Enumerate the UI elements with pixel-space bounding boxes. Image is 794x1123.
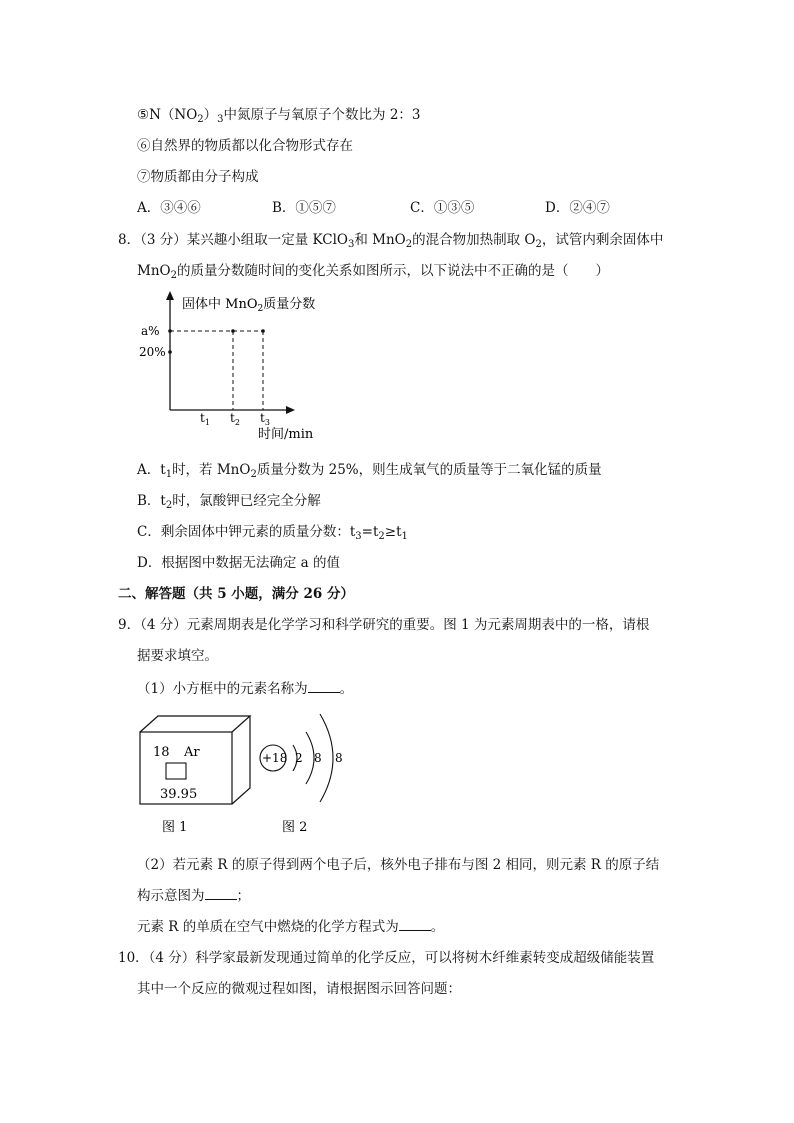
q8-option-b	[137, 489, 321, 511]
tick-t2: $t_2$	[230, 411, 240, 427]
element-cell-top	[140, 716, 250, 732]
q10-line2: 其中一个反应的微观过程如图，请根据图示回答问题：	[137, 981, 461, 997]
q8-optc-s2: 2	[378, 531, 385, 542]
s5-sub2: 3	[217, 114, 224, 125]
q10-line1: 10．（4 分）科学家最新发现通过简单的化学反应，可以将树木纤维素转变成超级储能装置	[118, 950, 655, 966]
y-axis-arrow	[166, 291, 174, 300]
q9-part1-end: 。	[339, 681, 354, 697]
q9-part2c-text: 元素 R 的单质在空气中燃烧的化学方程式为	[137, 919, 399, 935]
atomic-mass: 39.95	[160, 787, 198, 802]
q8-l1s2: 2	[405, 239, 413, 250]
figure-1-caption: 图 1	[162, 820, 188, 835]
q8-l1s3: 2	[535, 239, 542, 250]
option-d: D．②④⑦	[545, 200, 610, 216]
q8-opta-c: 质量分数为 25%，则生成氧气的质量等于二氧化锰的质量	[256, 462, 602, 478]
q8-l2a: MnO	[137, 263, 171, 279]
q8-option-a	[137, 458, 602, 480]
q9-part2-line2	[137, 884, 250, 904]
statement-5	[137, 103, 421, 125]
shell-1-electrons: 2	[295, 751, 303, 765]
option-b: B．①⑤⑦	[272, 200, 336, 216]
option-a: A．③④⑥	[137, 200, 201, 216]
element-name-box[interactable]	[166, 763, 186, 779]
answer-blank-3[interactable]	[399, 918, 431, 931]
s5-text-c: 中氮原子与氧原子个数比为 2：3	[223, 107, 421, 123]
figure-2-caption: 图 2	[282, 820, 308, 835]
q8-l1d: ，试管内剩余固体中	[541, 232, 664, 248]
shell-3-arc	[320, 714, 333, 802]
graph-ylabel: 固体中 MnO$_2$质量分数	[182, 297, 316, 314]
q8-line2	[137, 259, 609, 281]
q8-option-c	[137, 520, 408, 542]
shell-3-electrons: 8	[335, 751, 343, 765]
q9-part2-line1: （2）若元素 R 的原子得到两个电子后，核外电子排布与图 2 相同，则元素 R 的原子结	[137, 857, 660, 873]
mno2-graph	[130, 288, 340, 448]
nucleus-charge: +18	[262, 751, 288, 765]
s5-text-b: ）	[203, 107, 218, 123]
shell-2-arc	[306, 732, 314, 784]
q8-l2s: 2	[170, 270, 177, 281]
q8-opta-s: 1	[165, 469, 173, 480]
q8-optb-a: B．t	[137, 493, 166, 509]
q8-optc-b: =t	[361, 524, 379, 540]
element-symbol: Ar	[184, 745, 200, 760]
point-20	[168, 350, 172, 354]
s5-text-a: ⑤N（NO	[137, 107, 198, 123]
statement-6: ⑥自然界的物质都以化合物形式存在	[137, 138, 353, 154]
section-2-heading: 二、解答题（共 5 小题，满分 26 分）	[118, 586, 354, 602]
shell-2-electrons: 8	[314, 751, 322, 765]
q9-part1	[137, 677, 353, 697]
tick-20-percent: 20%	[139, 345, 166, 359]
option-c: C．①③⑤	[410, 200, 475, 216]
atomic-number: 18	[153, 745, 170, 760]
q8-l1s1: 3	[347, 239, 355, 250]
q9-line2: 据要求填空。	[137, 648, 218, 664]
q8-opta-a: A．t	[137, 462, 166, 478]
q8-optc-c: ≥t	[384, 524, 402, 540]
q9-part1-text: （1）小方框中的元素名称为	[137, 681, 308, 697]
q8-optc-s3: 1	[401, 531, 408, 542]
q8-opta-s2: 2	[250, 469, 257, 480]
q8-optc-s1: 3	[355, 531, 362, 542]
q9-part2-end: ；	[236, 888, 250, 904]
q8-optb-b: 时，氯酸钾已经完全分解	[172, 493, 321, 509]
q9-part2-text: 构示意图为	[137, 888, 205, 904]
q8-line1	[118, 228, 663, 250]
q8-l1b: 和 MnO	[354, 232, 406, 248]
q8-l1c: 的混合物加热制取 O	[412, 232, 536, 248]
q8-optc-a: C．剩余固体中钾元素的质量分数：t	[137, 524, 356, 540]
q8-l1a: 8．（3 分）某兴趣小组取一定量 KClO	[118, 232, 348, 248]
tick-t3: $t_3$	[260, 411, 270, 427]
statement-7: ⑦物质都由分子构成	[137, 169, 259, 185]
answer-blank-1[interactable]	[308, 680, 340, 693]
tick-t1: $t_1$	[200, 411, 210, 427]
x-axis-arrow	[286, 406, 295, 414]
graph-xlabel: 时间/min	[258, 427, 314, 442]
q9-line1: 9．（4 分）元素周期表是化学学习和科学研究的重要。图 1 为元素周期表中的一格，请根	[118, 617, 650, 633]
q8-l2b: 的质量分数随时间的变化关系如图所示，以下说法中不正确的是（ ）	[176, 263, 609, 279]
answer-blank-2[interactable]	[205, 887, 237, 900]
q8-opta-b: 时，若 MnO	[172, 462, 251, 478]
q9-part2c-end: 。	[430, 919, 445, 935]
point-t2	[231, 329, 235, 333]
point-a	[168, 329, 172, 333]
figures-q9	[136, 710, 396, 840]
point-t3	[261, 329, 265, 333]
s5-sub: 2	[197, 114, 204, 125]
tick-a-percent: a%	[141, 324, 160, 338]
q8-option-d: D．根据图中数据无法确定 a 的值	[137, 555, 340, 571]
q9-part2-line3	[137, 915, 444, 935]
q8-optb-s: 2	[165, 500, 173, 511]
